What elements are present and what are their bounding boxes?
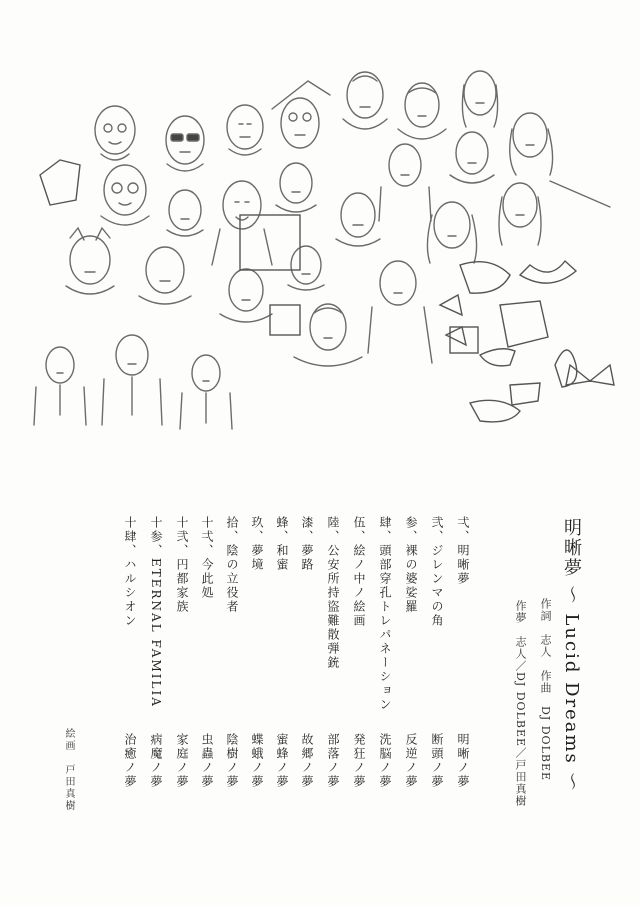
track-item (457, 516, 469, 586)
portrait-figure (272, 81, 330, 148)
crystal-shape (500, 301, 548, 347)
track-title: 夢境 (250, 544, 264, 572)
track-item (353, 516, 365, 628)
track-title: 今此処 (200, 558, 214, 600)
illustrator-credit: 絵画 戸田真樹 (63, 728, 74, 812)
dream-item: 洗脳ノ夢 (378, 733, 392, 789)
dream-item: 病魔ノ夢 (149, 733, 163, 789)
credits-lyrics-music: 作詞 志人 作曲 DJ DOLBEE (539, 598, 552, 782)
track-number: 弐、 (430, 516, 444, 544)
portrait-figure (95, 106, 135, 160)
portrait-figure (166, 116, 204, 171)
dream-item: 部落ノ夢 (326, 733, 340, 789)
track-title: 和蜜 (275, 544, 289, 572)
track-title: ハルシオン (123, 558, 137, 628)
crystal-shape (40, 160, 80, 205)
portrait-figure (276, 163, 316, 212)
dream-item: 反逆ノ夢 (404, 733, 418, 789)
album-title: 明晰夢 〜 Lucid Dreams 〜 (561, 518, 582, 793)
track-item (431, 516, 443, 628)
dream-item: 蜜蜂ノ夢 (275, 733, 289, 789)
portrait-figure (227, 105, 263, 155)
track-number: 蜂、 (275, 516, 289, 544)
portrait-figure (379, 144, 431, 221)
track-item (176, 516, 188, 614)
pencil-portrait-illustration (10, 65, 630, 445)
track-title: 頭部穿孔トレパネーション (378, 544, 392, 712)
track-item (150, 516, 162, 708)
portrait-figure (427, 202, 476, 263)
dream-item: 蝶蛾ノ夢 (250, 733, 264, 789)
track-item (405, 516, 417, 614)
crystal-shape (510, 383, 540, 405)
portrait-figure (34, 347, 86, 425)
track-number: 伍、 (352, 516, 366, 544)
dream-item: 家庭ノ夢 (175, 733, 189, 789)
crystal-shape (460, 262, 510, 294)
track-number: 漆、 (300, 516, 314, 544)
portrait-figure (294, 304, 362, 366)
portrait-figure (180, 355, 232, 429)
crystal-shape (480, 349, 515, 366)
track-title: 裸の婆娑羅 (404, 544, 418, 614)
track-item (226, 516, 238, 614)
portrait-figure (101, 165, 149, 225)
framed-painting (270, 305, 300, 335)
portrait-figure (102, 335, 162, 425)
track-number: 十参、 (149, 516, 163, 558)
dream-item: 故郷ノ夢 (300, 733, 314, 789)
track-title: 絵ノ中ノ絵画 (352, 544, 366, 628)
track-title: ジレンマの角 (430, 544, 444, 628)
crystal-shape (520, 261, 576, 283)
track-number: 拾、 (225, 516, 239, 544)
portrait-figure (212, 181, 272, 265)
portrait-figure (368, 261, 432, 363)
portrait-figure (167, 190, 203, 236)
credits-dream-makers: 作夢 志人／DJ DOLBEE／戸田真樹 (514, 600, 527, 808)
portrait-figure (336, 193, 380, 246)
track-number: 陸、 (326, 516, 340, 544)
track-number: 十弌、 (200, 516, 214, 558)
track-title: 夢路 (300, 544, 314, 572)
crystal-shape (440, 295, 466, 345)
track-title: ETERNAL FAMILIA (149, 558, 163, 708)
track-item (327, 516, 339, 670)
track-number: 玖、 (250, 516, 264, 544)
dream-item: 明晰ノ夢 (456, 733, 470, 789)
track-item (379, 516, 391, 712)
portrait-figure (139, 247, 191, 304)
track-item (251, 516, 263, 572)
dream-item: 断頭ノ夢 (430, 733, 444, 789)
track-number: 弌、 (456, 516, 470, 544)
track-title: 公安所持盜難散弾銃 (326, 544, 340, 670)
portrait-figure (450, 132, 494, 183)
portrait-figure (462, 71, 497, 127)
portrait-figure (288, 246, 324, 290)
track-title: 明晰夢 (456, 544, 470, 586)
track-number: 十弐、 (175, 516, 189, 558)
track-title: 陰の立役者 (225, 544, 239, 614)
portrait-figure (66, 228, 114, 294)
track-number: 肆、 (378, 516, 392, 544)
portrait-figure (499, 183, 541, 245)
track-number: 参、 (404, 516, 418, 544)
track-number: 十肆、 (123, 516, 137, 558)
dream-item: 陰樹ノ夢 (225, 733, 239, 789)
portrait-figure (510, 113, 610, 207)
portrait-figure (220, 269, 272, 322)
track-item (201, 516, 213, 600)
portrait-figure (398, 83, 446, 139)
dream-item: 発狂ノ夢 (352, 733, 366, 789)
track-title: 円都家族 (175, 558, 189, 614)
dream-item: 虫蟲ノ夢 (200, 733, 214, 789)
track-item (301, 516, 313, 572)
track-item (276, 516, 288, 572)
dream-item: 治癒ノ夢 (123, 733, 137, 789)
portrait-figure (343, 72, 387, 129)
track-item (124, 516, 136, 628)
